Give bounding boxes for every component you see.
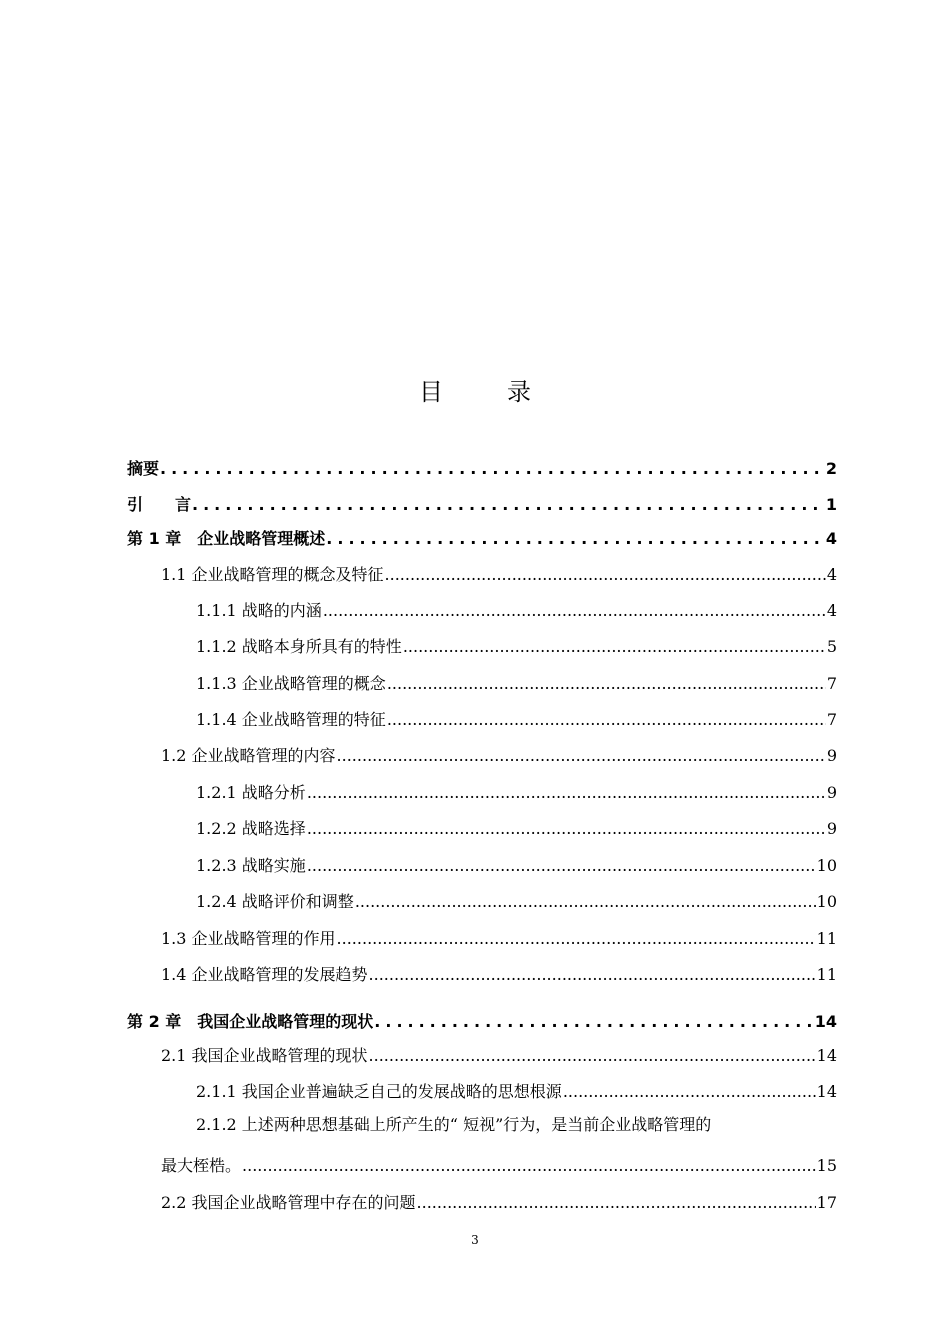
toc-entry-label: 引 言 xyxy=(127,495,192,514)
toc-entry-page: 1 xyxy=(825,495,837,514)
toc-entry-label: 1.2.1 战略分析 xyxy=(196,783,306,802)
toc-entry-page: 7 xyxy=(826,674,837,693)
toc-entry-page: 4 xyxy=(826,601,837,620)
toc-entry-label: 2.1.1 我国企业普遍缺乏自己的发展战略的思想根源 xyxy=(196,1082,562,1101)
dot-leader xyxy=(160,459,825,479)
toc-entry-1-4[interactable] xyxy=(161,961,837,985)
toc-entry-page: 11 xyxy=(816,929,837,948)
toc-entry-2-1-2-line-2[interactable] xyxy=(161,1152,837,1176)
toc-entry-abstract[interactable] xyxy=(127,455,837,479)
toc-entry-1-1[interactable] xyxy=(161,561,837,585)
page-title: 目 录 xyxy=(419,378,551,406)
toc-entry-2-1-2-line-1[interactable]: 2.1.2 上述两种思想基础上所产生的“ 短视”行为，是当前企业战略管理的 xyxy=(196,1115,712,1134)
toc-entry-label: 1.1 企业战略管理的概念及特征 xyxy=(161,565,384,584)
toc-entry-1-1-3[interactable] xyxy=(196,670,837,694)
toc-entry-page: 7 xyxy=(826,710,837,729)
page-number: 3 xyxy=(471,1233,479,1247)
dot-leader xyxy=(337,746,826,766)
toc-entry-1-2-3[interactable] xyxy=(196,852,837,876)
toc-entry-label: 1.1.3 企业战略管理的概念 xyxy=(196,674,386,693)
toc-entry-page: 14 xyxy=(816,1046,837,1065)
toc-entry-label: 2.1 我国企业战略管理的现状 xyxy=(161,1046,368,1065)
toc-entry-1-1-4[interactable] xyxy=(196,706,837,730)
dot-leader xyxy=(385,565,826,585)
toc-entry-page: 10 xyxy=(816,856,837,875)
toc-entry-1-1-1[interactable] xyxy=(196,597,837,621)
toc-entry-label: 1.2.2 战略选择 xyxy=(196,819,306,838)
dot-leader xyxy=(307,856,816,876)
dot-leader xyxy=(242,1156,816,1176)
toc-entry-page: 10 xyxy=(816,892,837,911)
toc-entry-2-1[interactable] xyxy=(161,1042,837,1066)
toc-entry-1-1-2[interactable] xyxy=(196,633,837,657)
toc-entry-page: 4 xyxy=(826,565,837,584)
toc-entry-page: 14 xyxy=(814,1012,837,1031)
toc-entry-page: 14 xyxy=(816,1082,837,1101)
toc-entry-label: 1.4 企业战略管理的发展趋势 xyxy=(161,965,368,984)
dot-leader xyxy=(369,965,816,985)
toc-entry-label: 2.2 我国企业战略管理中存在的问题 xyxy=(161,1193,416,1212)
toc-entry-1-2-4[interactable] xyxy=(196,888,837,912)
toc-entry-page: 5 xyxy=(826,637,837,656)
toc-entry-page: 2 xyxy=(825,459,837,478)
toc-entry-label: 第 1 章 企业战略管理概述 xyxy=(127,529,326,548)
toc-entry-1-3[interactable] xyxy=(161,925,837,949)
dot-leader xyxy=(417,1193,816,1213)
dot-leader xyxy=(387,674,826,694)
toc-entry-page: 9 xyxy=(826,746,837,765)
toc-entry-label: 1.1.1 战略的内涵 xyxy=(196,601,322,620)
toc-entry-label: 第 2 章 我国企业战略管理的现状 xyxy=(127,1012,374,1031)
dot-leader xyxy=(326,529,825,549)
toc-entry-chapter-2[interactable] xyxy=(127,1008,837,1032)
dot-leader xyxy=(369,1046,816,1066)
dot-leader xyxy=(337,929,816,949)
dot-leader xyxy=(355,892,816,912)
dot-leader xyxy=(192,495,825,515)
dot-leader xyxy=(307,783,826,803)
toc-entry-2-1-1[interactable] xyxy=(196,1078,837,1102)
toc-entry-1-2-1[interactable] xyxy=(196,779,837,803)
toc-entry-1-2-2[interactable] xyxy=(196,815,837,839)
dot-leader xyxy=(403,637,826,657)
toc-entry-label: 1.2 企业战略管理的内容 xyxy=(161,746,336,765)
toc-entry-label: 1.3 企业战略管理的作用 xyxy=(161,929,336,948)
dot-leader xyxy=(374,1012,813,1032)
toc-entry-label: 1.2.3 战略实施 xyxy=(196,856,306,875)
toc-entry-2-2[interactable] xyxy=(161,1189,837,1213)
toc-entry-label: 1.1.2 战略本身所具有的特性 xyxy=(196,637,402,656)
toc-entry-page: 17 xyxy=(816,1193,837,1212)
toc-entry-label: 最大桎梏。 xyxy=(161,1156,242,1175)
toc-entry-chapter-1[interactable] xyxy=(127,525,837,549)
toc-entry-label: 摘要 xyxy=(127,459,160,478)
toc-entry-1-2[interactable] xyxy=(161,742,837,766)
dot-leader xyxy=(307,819,826,839)
toc-entry-label: 1.1.4 企业战略管理的特征 xyxy=(196,710,386,729)
toc-entry-page: 11 xyxy=(816,965,837,984)
dot-leader xyxy=(563,1082,816,1102)
toc-entry-page: 4 xyxy=(825,529,837,548)
toc-entry-label: 1.2.4 战略评价和调整 xyxy=(196,892,354,911)
dot-leader xyxy=(387,710,826,730)
dot-leader xyxy=(323,601,826,621)
toc-entry-introduction[interactable] xyxy=(127,491,837,515)
toc-entry-page: 9 xyxy=(826,783,837,802)
toc-entry-page: 9 xyxy=(826,819,837,838)
toc-entry-page: 15 xyxy=(816,1156,837,1175)
